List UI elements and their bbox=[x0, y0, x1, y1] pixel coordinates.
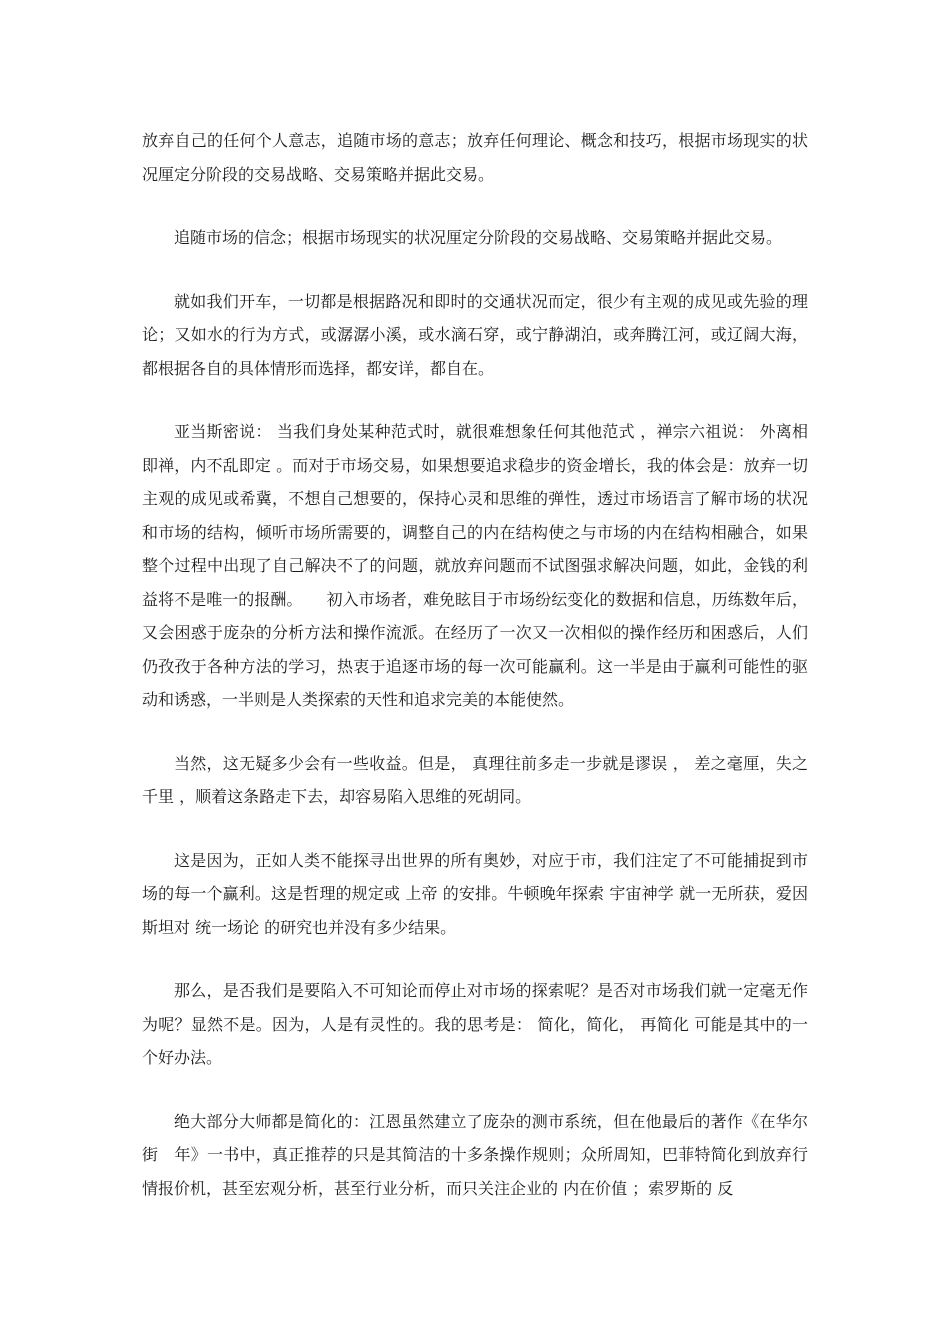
paragraph-8: 绝大部分大师都是简化的：江恩虽然建立了庞杂的测市系统，但在他最后的著作《在华尔街 年》一书中，真正推荐的只是其简洁的十多条操作规则；众所周知，巴菲特简化到放弃行情报价机，甚至宏观分析，甚至行业分析，而只关注企业的 内在价值 ；索罗斯的 反 bbox=[142, 1111, 808, 1198]
document-body bbox=[142, 124, 808, 1235]
paragraph-2: 追随市场的信念；根据市场现实的状况厘定分阶段的交易战略、交易策略并据此交易。 bbox=[174, 228, 783, 247]
paragraph-1: 放弃自己的任何个人意志，追随市场的意志；放弃任何理论、概念和技巧，根据市场现实的状况厘定分阶段的交易战略、交易策略并据此交易。 bbox=[142, 131, 808, 184]
paragraph-4: 亚当斯密说： 当我们身处某种范式时，就很难想象任何其他范式 ，禅宗六祖说： 外离相即禅，内不乱即定 。而对于市场交易，如果想要追求稳步的资金增长，我的体会是：放弃一切主观的成见或希冀，不想自己想要的，保持心灵和思维的弹性，透过市场语言了解市场的状况和市场的结构，倾听市场所需要的，调整自己的内在结构使之与市场的内在结构相融合，如果整个过程中出现了自己解决不了的问题，就放弃问题而不试图强求解决问题，如此，金钱的利益将不是唯一的报酬。 初入市场者，难免眩目于市场纷纭变化的数据和信息，历练数年后，又会困惑于庞杂的分析方法和操作流派。在经历了一次又一次相似的操作经历和困惑后，人们仍孜孜于各种方法的学习，热衷于追逐市场的每一次可能赢利。这一半是由于赢利可能性的驱动和诱惑，一半则是人类探索的天性和追求完美的本能使然。 bbox=[142, 422, 808, 709]
paragraph-5: 当然，这无疑多少会有一些收益。但是， 真理往前多走一步就是谬误 ， 差之毫厘，失之千里 ，顺着这条路走下去，却容易陷入思维的死胡同。 bbox=[142, 753, 808, 806]
paragraph-3: 就如我们开车，一切都是根据路况和即时的交通状况而定，很少有主观的成见或先验的理论；又如水的行为方式，或潺潺小溪，或水滴石穿，或宁静湖泊，或奔腾江河，或辽阔大海，都根据各自的具体情形而选择，都安详，都自在。 bbox=[142, 291, 808, 378]
paragraph-6: 这是因为，正如人类不能探寻出世界的所有奥妙，对应于市，我们注定了不可能捕捉到市场的每一个赢利。这是哲理的规定或 上帝 的安排。牛顿晚年探索 宇宙神学 就一无所获，爱因斯坦对 统一场论 的研究也并没有多少结果。 bbox=[142, 850, 808, 937]
paragraph-7: 那么，是否我们是要陷入不可知论而停止对市场的探索呢？是否对市场我们就一定毫无作为呢？显然不是。因为，人是有灵性的。我的思考是： 简化，简化， 再简化 可能是其中的一个好办法。 bbox=[142, 981, 808, 1067]
